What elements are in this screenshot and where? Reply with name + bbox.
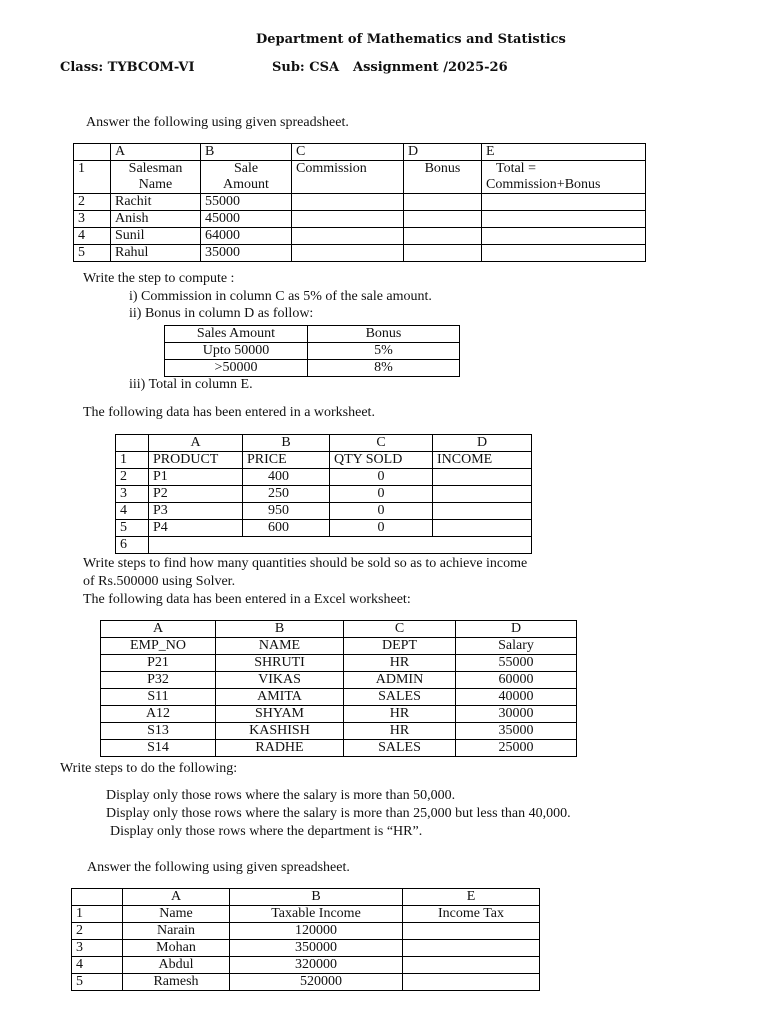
cell: 0 <box>330 469 433 486</box>
q2-task-line-2: of Rs.500000 using Solver. <box>83 574 236 589</box>
cell: 950 <box>243 503 330 520</box>
cell: S11 <box>101 689 216 706</box>
col-header: E <box>482 144 646 161</box>
cell: HR <box>344 655 456 672</box>
q1-steps-title: Write the step to compute : <box>83 271 235 286</box>
header-cell: Salesman Name <box>111 161 201 194</box>
table-row <box>101 723 577 740</box>
col-header: A <box>111 144 201 161</box>
bonus-table <box>164 325 460 377</box>
cell: Anish <box>111 211 201 228</box>
department-title: Department of Mathematics and Statistics <box>256 32 566 47</box>
col-header: D <box>433 435 532 452</box>
table-row <box>72 923 540 940</box>
table-row <box>74 245 646 262</box>
cell <box>403 923 540 940</box>
q3-task-3: Display only those rows where the department is “HR”. <box>110 824 423 839</box>
table-row <box>116 503 532 520</box>
table-row <box>101 655 577 672</box>
row-number: 1 <box>116 452 149 469</box>
cell <box>292 211 404 228</box>
table-row <box>116 452 532 469</box>
cell: Rahul <box>111 245 201 262</box>
cell: SHYAM <box>216 706 344 723</box>
cell: P3 <box>149 503 243 520</box>
cell <box>482 228 646 245</box>
cell: SALES <box>344 740 456 757</box>
row-number: 2 <box>116 469 149 486</box>
cell: >50000 <box>165 360 308 377</box>
cell: SHRUTI <box>216 655 344 672</box>
q3-task-1: Display only those rows where the salary is more than 50,000. <box>106 788 456 803</box>
q4-column-header-row <box>72 889 540 906</box>
col-header: C <box>330 435 433 452</box>
cell: 0 <box>330 486 433 503</box>
header-cell: Salary <box>456 638 577 655</box>
table-row <box>165 326 460 343</box>
corner-cell <box>116 435 149 452</box>
table-row <box>72 974 540 991</box>
cell <box>482 194 646 211</box>
cell: 8% <box>308 360 460 377</box>
row-number: 3 <box>72 940 123 957</box>
cell: 30000 <box>456 706 577 723</box>
col-header: B <box>243 435 330 452</box>
cell: 0 <box>330 503 433 520</box>
cell: P2 <box>149 486 243 503</box>
cell: 600 <box>243 520 330 537</box>
cell <box>292 194 404 211</box>
table-row <box>74 161 646 194</box>
q1-step-3: iii) Total in column E. <box>129 377 253 392</box>
table-row <box>165 360 460 377</box>
cell <box>403 974 540 991</box>
row-number: 1 <box>74 161 111 194</box>
table-row <box>101 689 577 706</box>
cell <box>149 537 532 554</box>
row-number: 6 <box>116 537 149 554</box>
cell: 350000 <box>230 940 403 957</box>
cell: ADMIN <box>344 672 456 689</box>
cell: S14 <box>101 740 216 757</box>
cell: P4 <box>149 520 243 537</box>
col-header: B <box>216 621 344 638</box>
cell: A12 <box>101 706 216 723</box>
cell: 5% <box>308 343 460 360</box>
table-row <box>72 906 540 923</box>
row-number: 2 <box>72 923 123 940</box>
cell <box>404 211 482 228</box>
table-row <box>116 537 532 554</box>
cell: HR <box>344 723 456 740</box>
q1-step-1: i) Commission in column C as 5% of the sale amount. <box>129 289 432 304</box>
header-cell: PRICE <box>243 452 330 469</box>
assignment-label: Assignment /2025-26 <box>353 60 508 75</box>
cell: 120000 <box>230 923 403 940</box>
cell: Mohan <box>123 940 230 957</box>
cell: 55000 <box>201 194 292 211</box>
header-cell: INCOME <box>433 452 532 469</box>
cell <box>292 228 404 245</box>
cell: Rachit <box>111 194 201 211</box>
q2-spreadsheet-table <box>115 434 532 554</box>
cell: 60000 <box>456 672 577 689</box>
cell: 520000 <box>230 974 403 991</box>
q3-intro: The following data has been entered in a Excel worksheet: <box>83 592 411 607</box>
cell <box>433 486 532 503</box>
row-number: 2 <box>74 194 111 211</box>
header-cell: Taxable Income <box>230 906 403 923</box>
cell: 55000 <box>456 655 577 672</box>
table-row <box>116 520 532 537</box>
row-number: 5 <box>74 245 111 262</box>
q3-column-header-row <box>101 621 577 638</box>
cell: 45000 <box>201 211 292 228</box>
cell: KASHISH <box>216 723 344 740</box>
table-row <box>72 957 540 974</box>
table-row <box>74 194 646 211</box>
cell: Ramesh <box>123 974 230 991</box>
cell: S13 <box>101 723 216 740</box>
header-cell: Bonus <box>404 161 482 194</box>
cell: SALES <box>344 689 456 706</box>
q2-column-header-row <box>116 435 532 452</box>
cell: 250 <box>243 486 330 503</box>
cell: 35000 <box>201 245 292 262</box>
cell <box>433 503 532 520</box>
col-header: A <box>101 621 216 638</box>
table-row <box>101 672 577 689</box>
cell: 320000 <box>230 957 403 974</box>
header-cell: Name <box>123 906 230 923</box>
table-row <box>116 486 532 503</box>
header-cell: Total = Commission+Bonus <box>482 161 646 194</box>
cell: P21 <box>101 655 216 672</box>
header-cell: Sale Amount <box>201 161 292 194</box>
cell: 35000 <box>456 723 577 740</box>
cell <box>292 245 404 262</box>
table-row <box>165 343 460 360</box>
row-number: 1 <box>72 906 123 923</box>
row-number: 5 <box>116 520 149 537</box>
col-header: D <box>456 621 577 638</box>
q3-spreadsheet-table <box>100 620 577 757</box>
cell: Sunil <box>111 228 201 245</box>
cell: AMITA <box>216 689 344 706</box>
q4-spreadsheet-table <box>71 888 540 991</box>
header-cell: Income Tax <box>403 906 540 923</box>
q2-task-line-1: Write steps to find how many quantities should be sold so as to achieve income <box>83 556 528 571</box>
cell <box>433 520 532 537</box>
cell: HR <box>344 706 456 723</box>
cell: 40000 <box>456 689 577 706</box>
cell <box>404 228 482 245</box>
table-row <box>116 469 532 486</box>
cell: P32 <box>101 672 216 689</box>
col-header: A <box>123 889 230 906</box>
row-number: 4 <box>74 228 111 245</box>
cell: P1 <box>149 469 243 486</box>
row-number: 4 <box>72 957 123 974</box>
row-number: 3 <box>74 211 111 228</box>
q2-intro: The following data has been entered in a worksheet. <box>83 405 375 420</box>
q3-task-title: Write steps to do the following: <box>60 761 238 776</box>
header-cell: PRODUCT <box>149 452 243 469</box>
col-header: A <box>149 435 243 452</box>
table-row <box>101 638 577 655</box>
cell: 25000 <box>456 740 577 757</box>
header-cell: QTY SOLD <box>330 452 433 469</box>
col-header: E <box>403 889 540 906</box>
col-header: D <box>404 144 482 161</box>
row-number: 5 <box>72 974 123 991</box>
header-cell: Sales Amount <box>165 326 308 343</box>
col-header: B <box>230 889 403 906</box>
cell: Narain <box>123 923 230 940</box>
cell: VIKAS <box>216 672 344 689</box>
header-cell: EMP_NO <box>101 638 216 655</box>
q1-intro: Answer the following using given spreadsheet. <box>86 115 349 130</box>
table-row <box>101 740 577 757</box>
row-number: 3 <box>116 486 149 503</box>
cell: RADHE <box>216 740 344 757</box>
table-row <box>101 706 577 723</box>
header-cell: Commission <box>292 161 404 194</box>
cell <box>404 245 482 262</box>
corner-cell <box>72 889 123 906</box>
table-row <box>74 211 646 228</box>
cell: 64000 <box>201 228 292 245</box>
row-number: 4 <box>116 503 149 520</box>
cell <box>433 469 532 486</box>
table-row <box>72 940 540 957</box>
cell <box>482 245 646 262</box>
col-header: C <box>344 621 456 638</box>
header-cell: DEPT <box>344 638 456 655</box>
q1-step-2: ii) Bonus in column D as follow: <box>129 306 314 321</box>
cell: 0 <box>330 520 433 537</box>
header-cell: NAME <box>216 638 344 655</box>
cell <box>482 211 646 228</box>
cell: Abdul <box>123 957 230 974</box>
cell <box>404 194 482 211</box>
corner-cell <box>74 144 111 161</box>
col-header: B <box>201 144 292 161</box>
q1-spreadsheet-table <box>73 143 646 262</box>
q1-column-header-row <box>74 144 646 161</box>
table-row <box>74 228 646 245</box>
subject-label: Sub: CSA <box>272 60 340 75</box>
cell: 400 <box>243 469 330 486</box>
class-label: Class: TYBCOM-VI <box>60 60 195 75</box>
q3-task-2: Display only those rows where the salary is more than 25,000 but less than 40,000. <box>106 806 571 821</box>
col-header: C <box>292 144 404 161</box>
cell <box>403 957 540 974</box>
cell <box>403 940 540 957</box>
header-cell: Bonus <box>308 326 460 343</box>
cell: Upto 50000 <box>165 343 308 360</box>
q4-intro: Answer the following using given spreadsheet. <box>87 860 350 875</box>
